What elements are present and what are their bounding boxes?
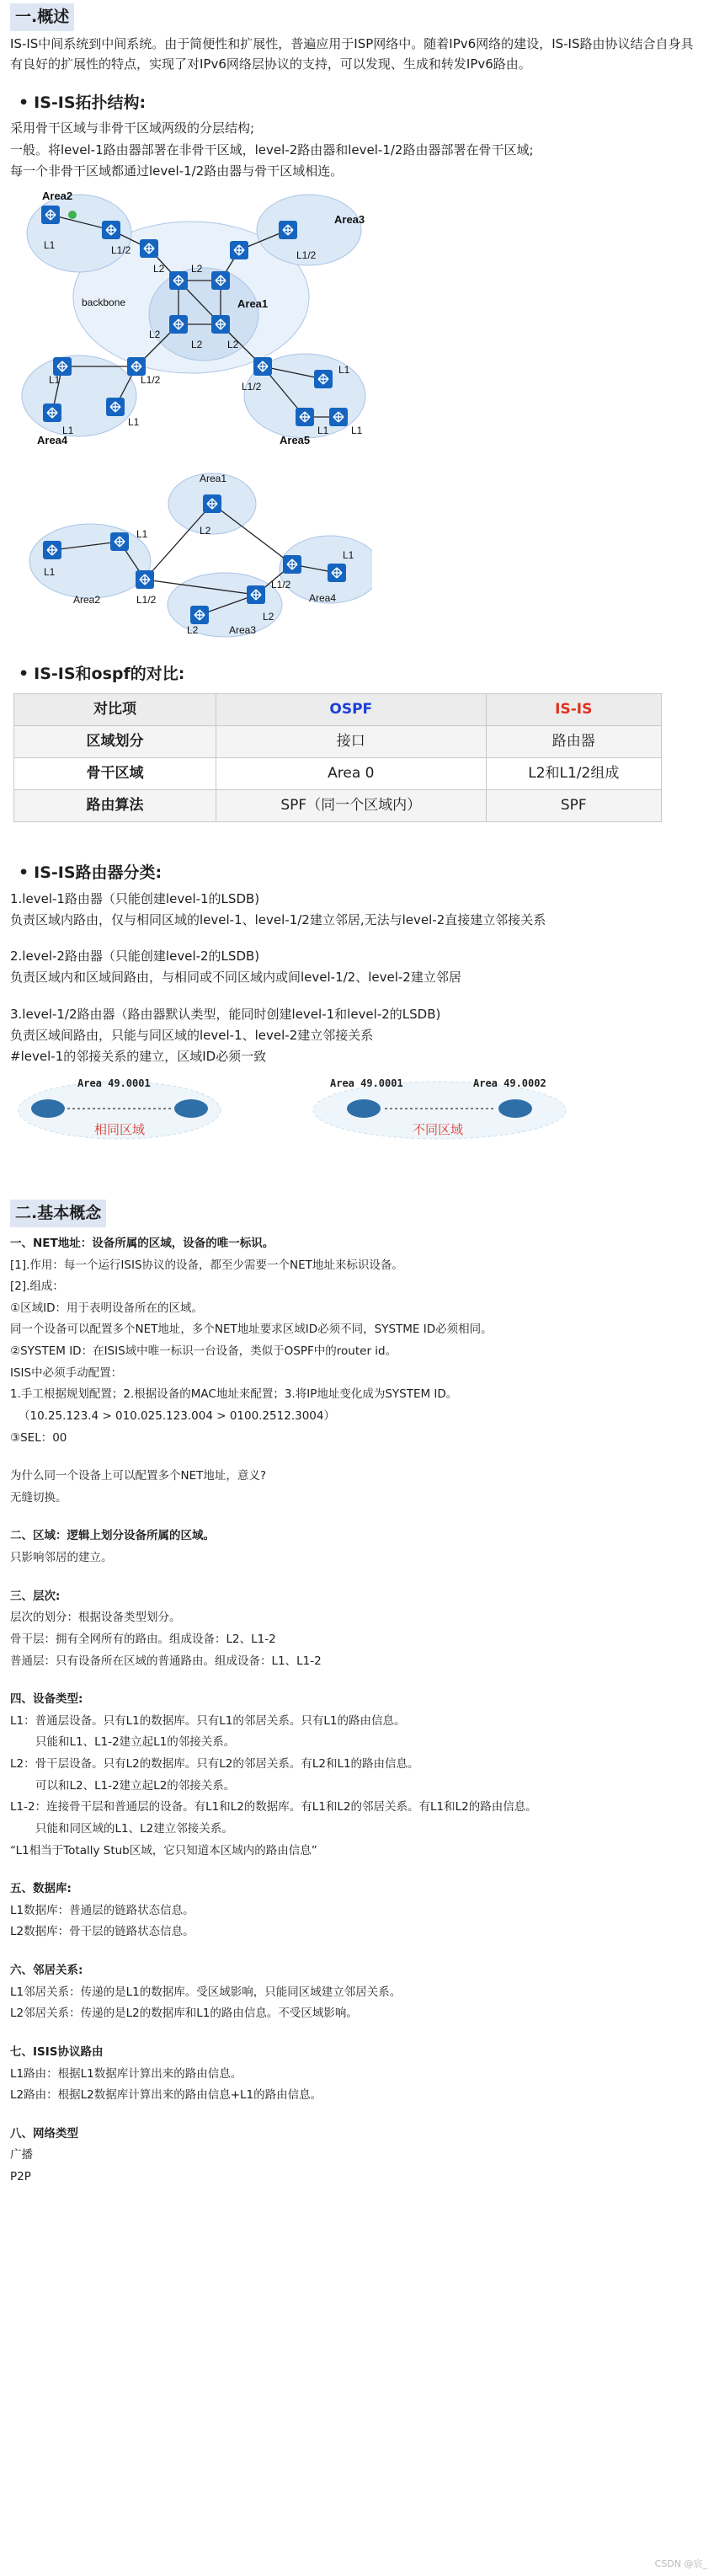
table-row [14,758,662,790]
device-type-line: 只能和L1、L1-2建立起L1的邻接关系。 [35,1735,236,1750]
network-type-line: 广播 [10,2148,33,2162]
label-l1: L1 [44,566,56,579]
adjacency-note: #level-1的邻接关系的建立，区域ID必须一致 [10,1049,267,1064]
router-type-desc: 负责区域内路由，仅与相同区域的level-1、level-1/2建立邻居,无法与level-2直接建立邻接关系 [10,911,546,927]
net-line: ②SYSTEM ID：在ISIS域中唯一标识一台设备，类似于OSPF中的router id。 [10,1344,397,1359]
label-area-b: Area 49.0002 [473,1077,546,1090]
label-l2: L2 [191,263,203,275]
table-cell: 路由算法 [14,790,216,822]
section-title-classify [19,861,704,885]
label-l12: L1/2 [242,381,262,393]
table-header-ospf: OSPF [216,694,487,726]
device-type-quote: “L1相当于Totally Stub区域，它只知道本区域内的路由信息” [10,1843,317,1857]
net-line: ③SEL：00 [10,1430,67,1445]
net-address-head: 一、NET地址：设备所属的区域，设备的唯一标识。 [10,1236,274,1250]
label-area1: Area1 [237,297,269,311]
router-type-desc: 负责区域内和区域间路由，与相同或不同区域内或间level-1/2、level-2建立邻居 [10,970,461,986]
label-l2: L2 [263,611,274,623]
route-line: L1路由：根据L1数据库计算出来的路由信息。 [10,2066,242,2081]
neighbor-line: L2邻居关系：传递的是L2的数据库和L1的路由信息。不受区域影响。 [10,2007,358,2021]
label-l12: L1/2 [141,374,161,387]
label-backbone: backbone [82,297,126,309]
database-line: L1数据库：普通层的链路状态信息。 [10,1903,194,1917]
router-type-desc: 负责区域间路由，只能与同区域的level-1、level-2建立邻接关系 [10,1027,374,1043]
net-line: 1.手工根据规划配置；2.根据设备的MAC地址来配置；3.将IP地址变化成为SYSTEM ID。 [10,1387,458,1402]
router-type-head: 2.level-2路由器（只能创建level-2的LSDB) [10,949,260,964]
compare-title: IS-IS和ospf的对比: [34,664,185,683]
overview-text: IS-IS中间系统到中间系统。由于简便性和扩展性，普遍应用于ISP网络中。随着IPv6网络的建设，IS-IS路由协议结合自身具有良好的扩展性的特点，实现了对IPv6网络层协议的支持，可以发现、生成和转发IPv6路由。 [10,36,694,72]
area-line: 只影响邻居的建立。 [10,1551,113,1565]
label-l2: L2 [187,624,199,637]
label-l2: L2 [153,263,165,275]
label-area3: Area3 [334,213,365,227]
neighbor-line: L1邻居关系：传递的是L1的数据库。受区域影响，只能同区域建立邻居关系。 [10,1985,402,1999]
label-l1: L1 [136,528,148,541]
label-l1: L1 [351,425,363,437]
net-line: [1].作用：每一个运行ISIS协议的设备，都至少需要一个NET地址来标识设备。 [10,1258,403,1272]
net-line: 同一个设备可以配置多个NET地址，多个NET地址要求区域ID必须不同，SYSTME ID必须相同。 [10,1323,493,1337]
label-l1: L1 [343,549,354,562]
section-title-compare [19,662,704,687]
compare-table [13,693,662,822]
area-adjacency-figure [10,1068,599,1146]
label-l2: L2 [149,329,161,341]
net-line: ①区域ID：用于表明设备所在的区域。 [10,1301,203,1315]
route-line: L2路由：根据L2数据库计算出来的路由信息+L1的路由信息。 [10,2088,322,2103]
label-l12: L1/2 [296,249,317,262]
label-l1: L1 [44,239,56,252]
label-diff-area: 不同区域 [413,1123,464,1138]
bullet-icon: • [19,863,29,883]
table-cell: Area 0 [216,758,487,790]
label-l12: L1/2 [271,579,291,591]
level-line: 层次的划分：根据设备类型划分。 [10,1611,181,1625]
bullet-icon: • [19,664,29,683]
table-cell: 接口 [216,726,487,758]
device-type-line: 只能和同区域的L1、L2建立邻接关系。 [35,1821,233,1836]
topology-diagram-areas [19,470,372,639]
label-l2: L2 [191,339,203,351]
topology-line: 采用骨干区域与非骨干区域两级的分层结构; [10,120,255,136]
label-l1: L1 [317,425,329,437]
database-head: 五、数据库: [10,1882,72,1896]
section-title-overview: 一.概述 [10,3,74,31]
net-line: ISIS中必须手动配置： [10,1365,123,1380]
level-line: 骨干层：拥有全网所有的路由。组成设备：L2、L1-2 [10,1632,276,1646]
label-l2: L2 [200,525,211,537]
neighbor-head: 六、邻居关系: [10,1964,83,1978]
label-area5: Area5 [280,434,311,447]
device-type-head: 四、设备类型: [10,1692,83,1707]
section-title-topology [19,91,704,115]
label-l12: L1/2 [111,244,131,257]
label-l1: L1 [128,416,140,429]
label-same-area: 相同区域 [94,1123,146,1138]
network-type-line: P2P [10,2170,31,2184]
router-type-head: 1.level-1路由器（只能创建level-1的LSDB) [10,890,260,906]
classify-title: IS-IS路由器分类: [34,863,163,883]
device-type-line: L2：骨干层设备。只有L2的数据库。只有L2的邻居关系。有L2和L1的路由信息。 [10,1757,419,1772]
label-area1: Area1 [200,473,227,485]
device-type-line: L1-2：连接骨干层和普通层的设备。有L1和L2的数据库。有L1和L2的邻居关系。有L1和L2的路由信息。 [10,1800,537,1814]
label-area3: Area3 [229,624,257,637]
net-line: （10.25.123.4 > 010.025.123.004 > 0100.2512.3004） [19,1408,335,1423]
label-l1: L1 [62,425,74,437]
database-line: L2数据库：骨干层的链路状态信息。 [10,1925,194,1939]
bullet-icon: • [19,93,29,112]
table-cell: 区域划分 [14,726,216,758]
label-area-a: Area 49.0001 [330,1077,403,1090]
table-cell: L2和L1/2组成 [486,758,661,790]
area-head: 二、区域：逻辑上划分设备所属的区域。 [10,1529,215,1543]
question: 为什么同一个设备上可以配置多个NET地址，意义? [10,1469,267,1483]
table-header: 对比项 [14,694,216,726]
route-head: 七、ISIS协议路由 [10,2044,104,2059]
topology-line: 一般。将level-1路由器部署在非骨干区域，level-2路由器和level-1/2路由器部署在骨干区域; [10,142,534,158]
topology-diagram-hierarchy [19,190,372,457]
label-l1: L1 [49,374,61,387]
label-l1: L1 [338,364,350,377]
table-header-isis: IS-IS [486,694,661,726]
label-l2: L2 [227,339,239,351]
section-title-basic: 二.基本概念 [10,1200,106,1227]
table-cell: 骨干区域 [14,758,216,790]
router-type-head: 3.level-1/2路由器（路由器默认类型，能同时创建level-1和level-2的LSDB) [10,1006,441,1022]
table-cell: SPF [486,790,661,822]
network-type-head: 八、网络类型 [10,2126,78,2140]
label-area2: Area2 [73,594,101,607]
level-head: 三、层次: [10,1589,61,1603]
topology-line: 每一个非骨干区域都通过level-1/2路由器与骨干区域相连。 [10,163,344,179]
label-area2: Area2 [42,190,73,203]
table-cell: SPF（同一个区域内） [216,790,487,822]
device-type-line: 可以和L2、L1-2建立起L2的邻接关系。 [35,1778,236,1793]
table-row [14,726,662,758]
table-cell: 路由器 [486,726,661,758]
device-type-line: L1：普通层设备。只有L1的数据库。只有L1的邻居关系。只有L1的路由信息。 [10,1713,406,1728]
topology-title: IS-IS拓扑结构: [34,93,147,112]
label-area4: Area4 [309,592,337,605]
net-line: [2].组成： [10,1280,64,1294]
table-row [14,790,662,822]
label-area4: Area4 [37,434,68,447]
table-header-row [14,694,662,726]
level-line: 普通层：只有设备所在区域的普通路由。组成设备：L1、L1-2 [10,1654,322,1668]
label-area-same: Area 49.0001 [77,1077,151,1090]
answer: 无缝切换。 [10,1490,67,1504]
label-l12: L1/2 [136,594,157,607]
watermark: CSDN @宸_ [654,2557,707,2569]
